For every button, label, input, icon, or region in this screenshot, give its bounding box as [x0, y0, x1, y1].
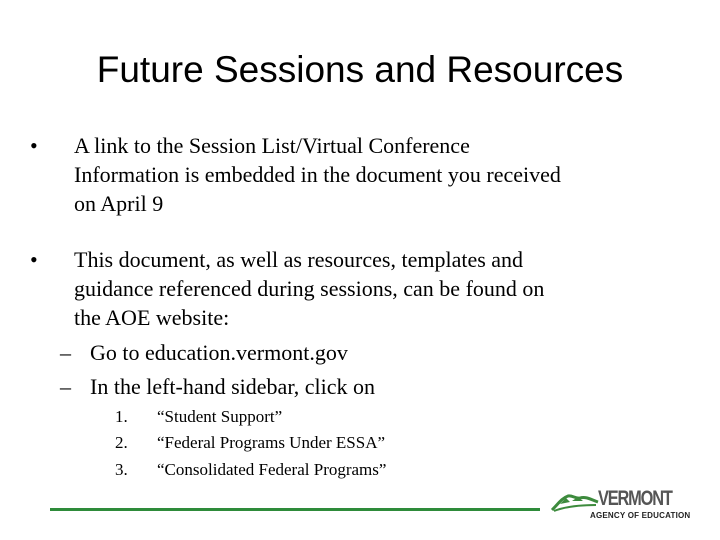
sub-bullet-text: Go to education.vermont.gov — [90, 340, 348, 365]
logo-wordmark: VERMONT — [598, 487, 672, 510]
logo-subtitle: AGENCY OF EDUCATION — [590, 511, 691, 520]
numbered-item — [115, 406, 282, 428]
bullet-line: guidance referenced during sessions, can be found on — [74, 276, 545, 301]
item-number: 1. — [115, 407, 128, 426]
vermont-aoe-logo — [550, 487, 691, 522]
numbered-item — [115, 459, 386, 481]
footer-divider — [50, 508, 540, 511]
numbered-item — [115, 432, 385, 454]
sub-bullet-marker: – — [60, 374, 71, 399]
item-number: 2. — [115, 433, 128, 452]
bullet-text — [74, 245, 714, 332]
sub-bullet-marker: – — [60, 340, 71, 365]
sub-bullet-item — [60, 372, 375, 401]
bullet-marker: • — [30, 247, 38, 272]
bullet-line: A link to the Session List/Virtual Conference — [74, 133, 470, 158]
bullet-line: on April 9 — [74, 191, 164, 216]
bullet-marker: • — [30, 133, 38, 158]
sub-bullet-item — [60, 338, 348, 367]
item-number: 3. — [115, 460, 128, 479]
bullet-line: This document, as well as resources, templates and — [74, 247, 524, 272]
bullet-text — [74, 131, 714, 218]
bullet-line: Information is embedded in the document you received — [74, 162, 561, 187]
sub-bullet-text: In the left-hand sidebar, click on — [90, 374, 376, 399]
bullet-line: the AOE website: — [74, 305, 230, 330]
item-text: “Federal Programs Under ESSA” — [157, 433, 386, 452]
item-text: “Student Support” — [157, 407, 283, 426]
item-text: “Consolidated Federal Programs” — [157, 460, 387, 479]
slide-title: Future Sessions and Resources — [96, 49, 624, 90]
